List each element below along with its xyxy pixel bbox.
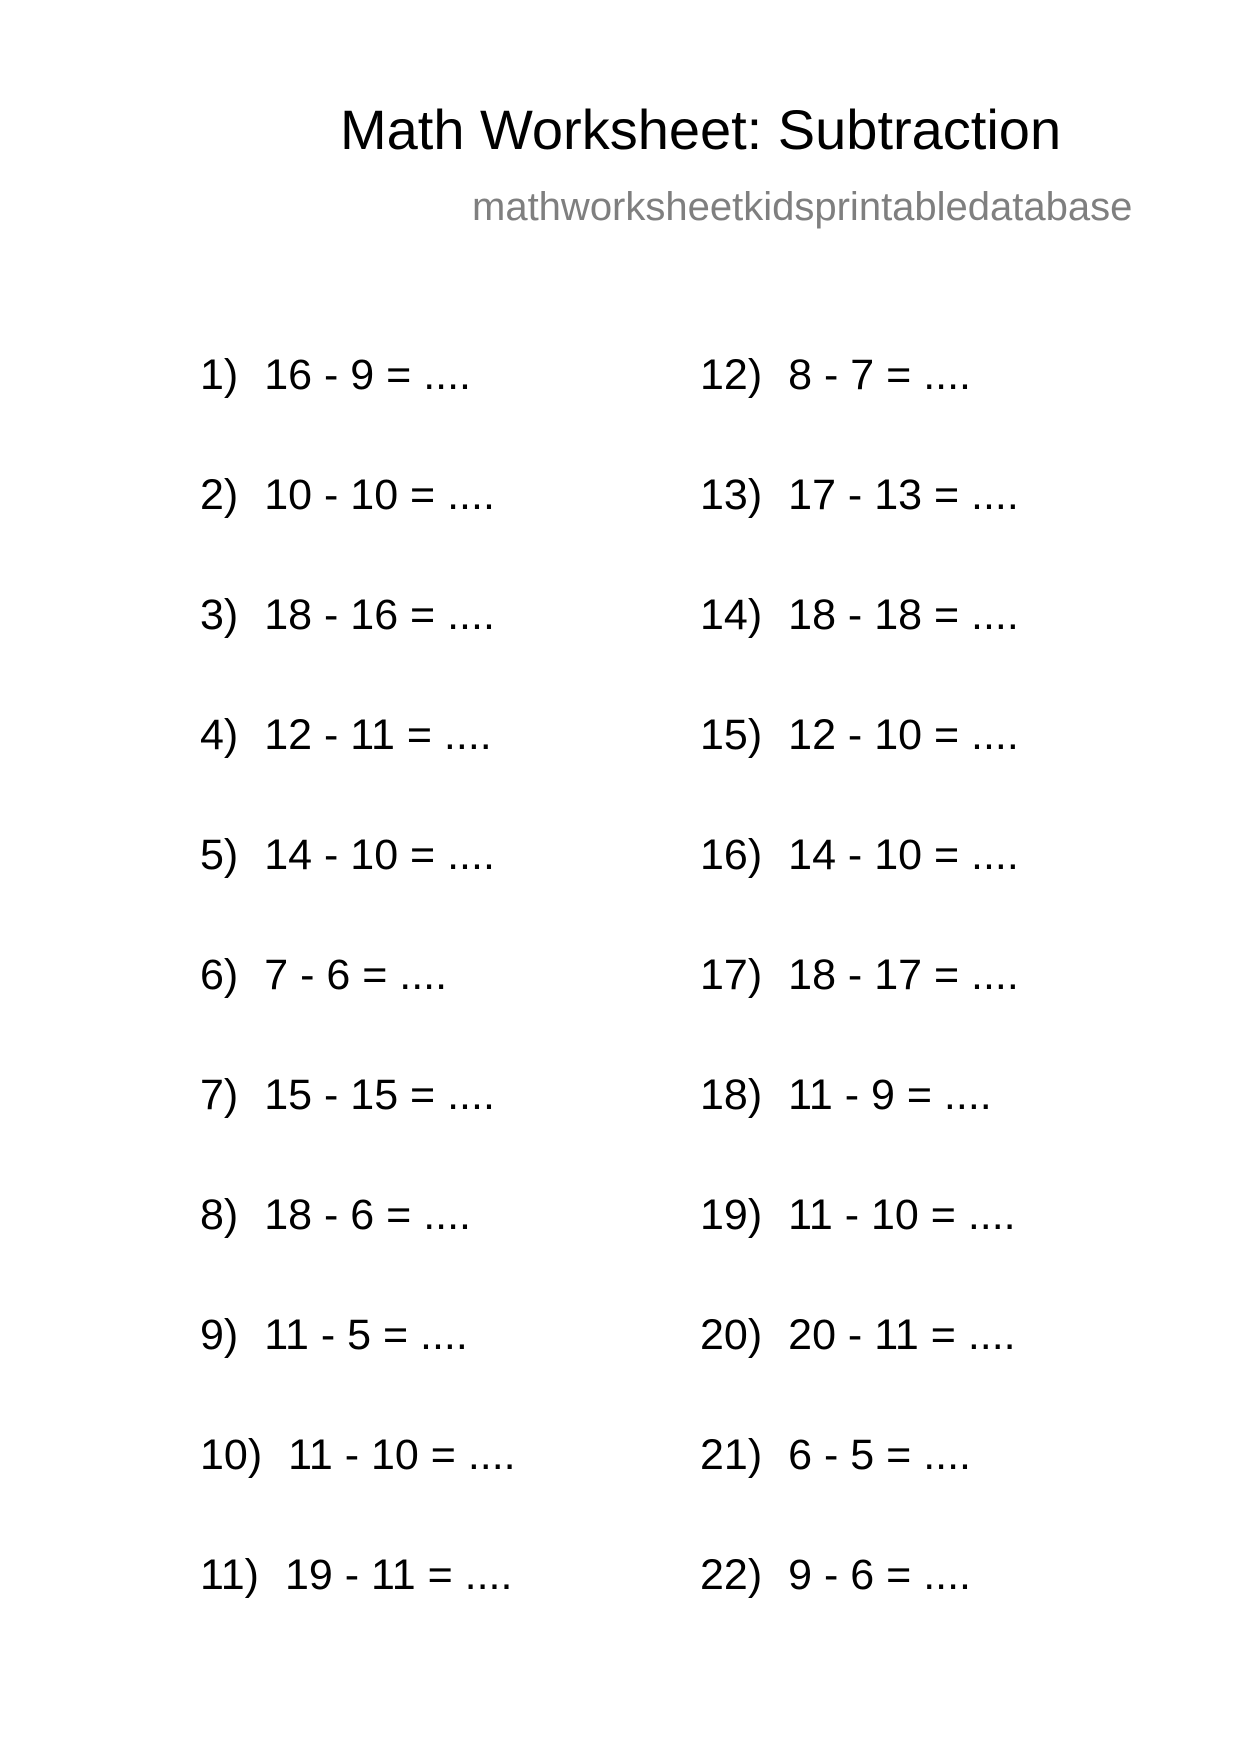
problem-item [200, 470, 495, 520]
problem-number: 3) [200, 591, 239, 639]
problem-expression: 8 - 7 = .... [788, 351, 971, 399]
problem-number: 4) [200, 711, 239, 759]
problem-item [700, 1190, 1016, 1240]
problem-expression: 7 - 6 = .... [264, 951, 448, 999]
problem-number: 14) [700, 591, 763, 639]
problem-number: 21) [700, 1431, 763, 1479]
problem-item [700, 1430, 971, 1480]
problem-expression: 9 - 6 = .... [788, 1551, 971, 1599]
problem-item [700, 590, 1019, 640]
problem-expression: 14 - 10 = .... [788, 831, 1019, 879]
problem-expression: 12 - 11 = .... [264, 711, 492, 759]
problem-item [200, 1550, 512, 1600]
problem-expression: 18 - 17 = .... [788, 951, 1019, 999]
problem-number: 13) [700, 471, 763, 519]
problem-number: 9) [200, 1311, 239, 1359]
problem-expression: 11 - 10 = .... [288, 1431, 516, 1479]
problem-item [200, 590, 495, 640]
problem-expression: 18 - 6 = .... [264, 1191, 471, 1239]
problem-expression: 18 - 16 = .... [264, 591, 495, 639]
page-subtitle: mathworksheetkidsprintabledatabase [472, 185, 1133, 229]
problem-item [700, 350, 971, 400]
problem-item [700, 710, 1019, 760]
problem-expression: 20 - 11 = .... [788, 1311, 1016, 1359]
page-title: Math Worksheet: Subtraction [340, 98, 1062, 161]
problem-number: 10) [200, 1431, 263, 1479]
problem-item [700, 950, 1019, 1000]
problem-expression: 10 - 10 = .... [264, 471, 495, 519]
problem-item [700, 470, 1019, 520]
problem-number: 22) [700, 1551, 763, 1599]
problem-item [200, 950, 447, 1000]
problem-number: 6) [200, 951, 239, 999]
problem-item [200, 710, 492, 760]
problem-number: 8) [200, 1191, 239, 1239]
problem-expression: 18 - 18 = .... [788, 591, 1019, 639]
problem-item [700, 1070, 992, 1120]
problem-expression: 17 - 13 = .... [788, 471, 1019, 519]
problem-expression: 6 - 5 = .... [788, 1431, 971, 1479]
problem-number: 17) [700, 951, 763, 999]
problem-number: 2) [200, 471, 239, 519]
problem-item [700, 1550, 971, 1600]
problem-item [200, 1430, 516, 1480]
problem-number: 11) [200, 1551, 259, 1599]
problem-item [200, 830, 495, 880]
problem-number: 7) [200, 1071, 239, 1119]
problem-number: 20) [700, 1311, 763, 1359]
problem-item [700, 1310, 1016, 1360]
problem-item [200, 1190, 471, 1240]
problem-number: 1) [200, 351, 239, 399]
problem-number: 15) [700, 711, 763, 759]
problem-item [200, 1070, 495, 1120]
problem-expression: 19 - 11 = .... [284, 1551, 513, 1599]
problem-item [200, 350, 471, 400]
problem-expression: 15 - 15 = .... [264, 1071, 495, 1119]
problem-number: 12) [700, 351, 763, 399]
problem-expression: 14 - 10 = .... [264, 831, 495, 879]
problem-number: 5) [200, 831, 239, 879]
problem-number: 16) [700, 831, 763, 879]
problem-expression: 12 - 10 = .... [788, 711, 1019, 759]
problem-expression: 16 - 9 = .... [264, 351, 471, 399]
problem-expression: 11 - 5 = .... [264, 1311, 468, 1359]
problem-number: 18) [700, 1071, 763, 1119]
problem-item [200, 1310, 468, 1360]
problem-expression: 11 - 9 = .... [788, 1071, 992, 1119]
problem-number: 19) [700, 1191, 763, 1239]
problem-expression: 11 - 10 = .... [788, 1191, 1016, 1239]
problem-item [700, 830, 1019, 880]
